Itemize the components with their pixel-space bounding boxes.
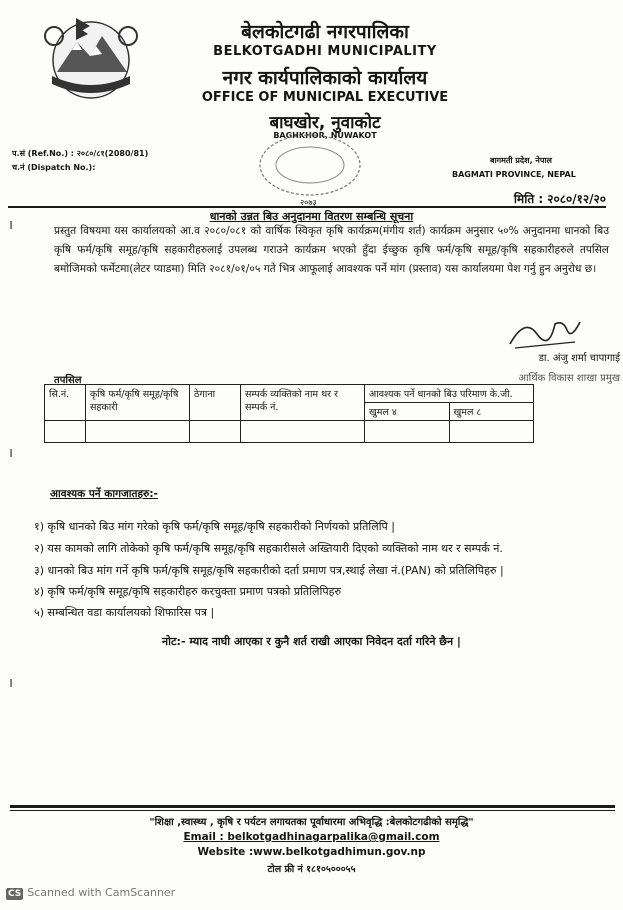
table-cell bbox=[449, 421, 534, 443]
header-name-np: बेलकोटगढी नगरपालिका bbox=[241, 21, 409, 43]
doc-item: २) यस कामको लागि तोकेको कृषि फर्म/कृषि समूह/कृषि सहकारीसले अख्तियारी दिएको व्यक्तिको नाम थर र सम्पर्क नं. bbox=[34, 542, 503, 555]
col-header-address: ठेगाना bbox=[190, 385, 241, 421]
municipality-emblem bbox=[32, 12, 150, 104]
scanner-text: Scanned with CamScanner bbox=[27, 886, 176, 899]
note-line: नोट:- म्याद नाघी आएका र कुनै शर्त राखी आएका निवेदन दर्ता गरिने छैन | bbox=[162, 635, 461, 648]
ref-number: प.सं (Ref.No.) : २०८०/८१(2080/81) bbox=[12, 149, 149, 158]
footer-email bbox=[0, 831, 623, 843]
col-header-required: आवश्यक पर्ने धानको बिउ परिमाण के.जी. bbox=[365, 385, 534, 403]
doc-item: ३) धानको बिउ मांग गर्ने कृषि फर्म/कृषि समूह/कृषि सहकारीको दर्ता प्रमाण पत्र,स्थाई लेखा नं.(PAN) को प्रतिलिपिहरु | bbox=[34, 564, 504, 577]
margin-mark: । bbox=[8, 446, 13, 461]
footer-rule-thick bbox=[10, 805, 615, 808]
footer-tollfree: टोल फ्री नं १८१०५०००५५ bbox=[267, 864, 356, 875]
date-rule bbox=[8, 206, 606, 208]
dispatch-number: च.नं (Dispatch No.): bbox=[12, 163, 96, 172]
letter-date: मिति : २०८०/१२/२० bbox=[513, 192, 606, 206]
office-seal-stamp bbox=[255, 130, 365, 200]
table-cell bbox=[86, 421, 190, 443]
camscanner-icon: CS bbox=[8, 889, 22, 899]
signer-name: डा. अंजु शर्मा चापागाई bbox=[538, 353, 620, 364]
subcol-header-1: खुमल ४ bbox=[365, 403, 450, 421]
col-header-sn: सि.नं. bbox=[45, 385, 86, 421]
header-place-np: बाघखोर, नुवाकोट bbox=[269, 113, 381, 133]
doc-item: १) कृषि धानको बिउ मांग गरेको कृषि फर्म/कृषि समूह/कृषि सहकारीको निर्णयको प्रतिलिपि | bbox=[34, 520, 395, 533]
margin-mark: । bbox=[8, 676, 13, 691]
col-header-contact: सम्पर्क व्यक्तिको नाम थर र सम्पर्क नं. bbox=[241, 385, 365, 421]
header-place-en: BAGHKHOR, NUWAKOT bbox=[273, 131, 377, 140]
doc-item: ५) सम्बन्धित वडा कार्यालयको शिफारिस पत्र | bbox=[34, 606, 215, 619]
header-office-en: OFFICE OF MUNICIPAL EXECUTIVE bbox=[201, 90, 449, 105]
header-office-np: नगर कार्यपालिकाको कार्यालय bbox=[222, 67, 428, 89]
signature bbox=[505, 312, 585, 352]
province-en: BAGMATI PROVINCE, NEPAL bbox=[452, 170, 576, 179]
requirements-table bbox=[44, 384, 534, 443]
scanner-watermark bbox=[6, 886, 175, 900]
body-paragraph: प्रस्तुत विषयमा यस कार्यालयको आ.व २०८०/०८१ को वार्षिक स्विकृत कृषि कार्यक्रम(मंगीय शर्त) कार्यक्रम अनुसार ५०% अनुदानमा धानको बिउ कृषि फर्म/कृषि समूह/कृषि सहकारीहरुलाई उपलब्ध गराउने कार्यक्रम भएको हुँदा ईच्छुक कृषि फर्म/कृषि समूह/कृषि सहकारीहरुले तपसिल बमोजिमको फर्मेटमा(लेटर प्याडमा) मिति २०८१/०१/०५ गते भित्र आफूलाई आवश्यक पर्ने मांग (प्रस्ताव) यस कार्यालयमा पेश गर्नु हुन अनुरोध छ। bbox=[54, 225, 609, 275]
subcol-header-2: खुमल ८ bbox=[449, 403, 534, 421]
table-row bbox=[45, 421, 534, 443]
table-cell bbox=[45, 421, 86, 443]
docs-heading: आवश्यक पर्ने कागजातहरु:- bbox=[50, 488, 158, 500]
table-cell bbox=[241, 421, 365, 443]
table-caption: तपसिल bbox=[54, 375, 82, 386]
footer-website: Website :www.belkotgadhimun.gov.np bbox=[197, 846, 426, 858]
province-np: बागमती प्रदेश, नेपाल bbox=[490, 156, 552, 165]
margin-mark: । bbox=[8, 218, 13, 233]
table-cell bbox=[365, 421, 450, 443]
footer-slogan: "शिक्षा ,स्वास्थ्य , कृषि र पर्यटन लगायतका पूर्वाधारमा अभिवृद्धि :बेलकोटगढीको समृद्धि" bbox=[149, 817, 474, 828]
header-name-en: BELKOTGADHI MUNICIPALITY bbox=[213, 44, 437, 59]
doc-item: ४) कृषि फर्म/कृषि समूह/कृषि सहकारीहरु करचुक्ता प्रमाण पत्रको प्रतिलिपिहरु bbox=[34, 585, 342, 598]
subject-text: धानको उन्नत बिउ अनुदानमा वितरण सम्बन्धि सूचना bbox=[209, 210, 414, 223]
table-cell bbox=[190, 421, 241, 443]
footer-rule-thin bbox=[10, 810, 615, 811]
footer-email-text: Email : belkotgadhinagarpalika@gmail.com bbox=[183, 831, 440, 843]
dispatch-handwritten: २०७३ bbox=[300, 198, 317, 207]
signer-title: आर्थिक विकास शाखा प्रमुख bbox=[518, 373, 620, 384]
col-header-farm: कृषि फर्म/कृषि समूह/कृषि सहकारी bbox=[86, 385, 190, 421]
